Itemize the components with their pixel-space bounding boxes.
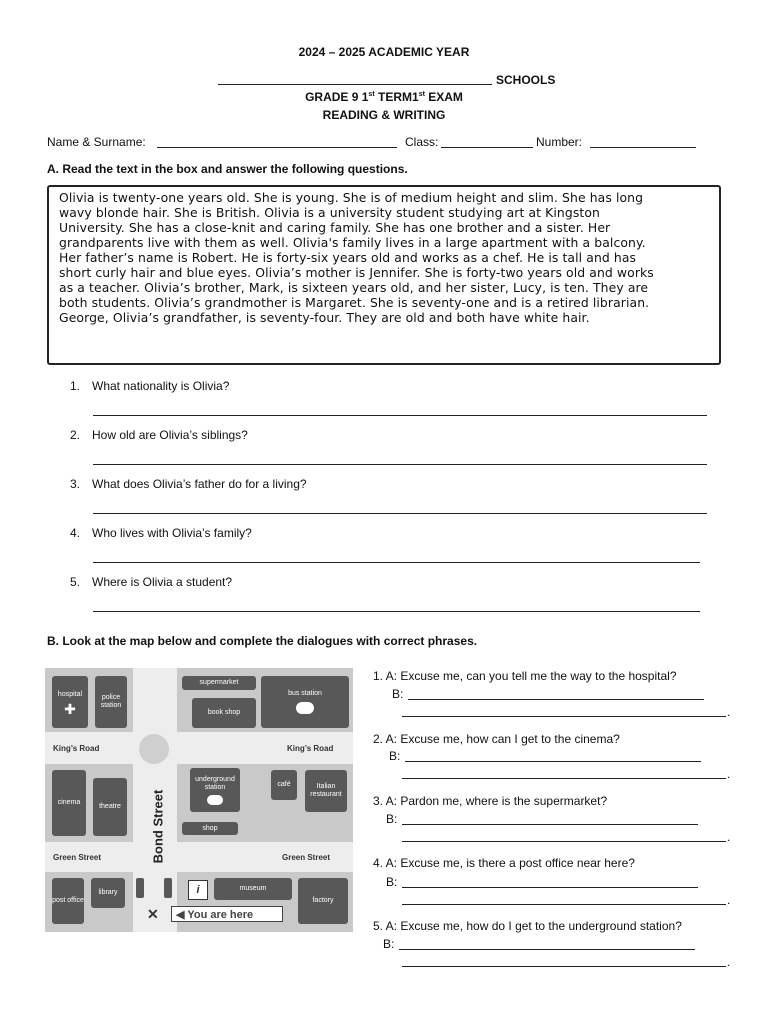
question-text: What nationality is Olivia? <box>92 379 230 393</box>
supermarket-label: supermarket <box>199 679 239 686</box>
dialogue-2-answer-line-2[interactable] <box>402 778 726 779</box>
italian-restaurant-label: Italian restaurant <box>310 783 342 798</box>
passage-line: as a teacher. Olivia’s brother, Mark, is sixteen years old, and her sister, Lucy, is ten. They are <box>59 280 649 295</box>
factory-label: factory <box>312 897 334 904</box>
factory-block[interactable] <box>298 878 348 924</box>
museum-label: museum <box>239 885 267 892</box>
library-block[interactable] <box>91 878 125 908</box>
info-icon: i <box>188 880 208 900</box>
dialogue-3-answer-line-2[interactable] <box>402 841 726 842</box>
shop-block[interactable] <box>182 822 238 835</box>
passage-line: grandparents live with them as well. Olivia's family lives in a large apartment with a balcony. <box>59 235 646 250</box>
green-street-label-left: Green Street <box>53 853 102 862</box>
dialogue-4-period: . <box>727 893 731 907</box>
grade-title <box>0 90 768 104</box>
bookshop-block[interactable] <box>192 698 256 728</box>
section-b-title: B. Look at the map below and complete the dialogues with correct phrases. <box>47 634 478 648</box>
answer-line-2[interactable] <box>93 464 707 465</box>
question-1 <box>70 379 229 393</box>
dialogue-4-answer-line-2[interactable] <box>402 904 726 905</box>
arrow-left-icon: ◀ <box>176 909 185 921</box>
number-field[interactable] <box>590 147 696 148</box>
dialogue-2-question: 2. A: Excuse me, how can I get to the cinema? <box>373 732 620 746</box>
number-label: Number: <box>536 135 583 149</box>
police-label: police station <box>100 694 122 709</box>
you-are-here-sign <box>171 906 283 922</box>
bond-street-label-wrap <box>149 780 167 872</box>
museum-block[interactable] <box>214 878 292 900</box>
passage-line: University. She has a close-knit and caring family. She has one brother and a sister. Her <box>59 220 611 235</box>
dialogue-2-answer-line-1[interactable] <box>405 761 701 762</box>
question-number: 4. <box>70 526 81 540</box>
question-4 <box>70 526 252 540</box>
question-number: 2. <box>70 428 81 442</box>
green-street-label-right: Green Street <box>282 853 331 862</box>
name-label: Name & Surname: <box>47 135 146 149</box>
question-number: 3. <box>70 477 81 491</box>
hospital-block[interactable] <box>52 676 88 728</box>
school-name-line[interactable] <box>218 84 492 85</box>
dialogue-3-question: 3. A: Pardon me, where is the supermarket? <box>373 794 608 808</box>
hospital-label: hospital <box>57 691 83 698</box>
passage-line: Olivia is twenty-one years old. She is young. She is of medium height and slim. She has long <box>59 190 644 205</box>
dialogue-1-answer-line-1[interactable] <box>408 699 704 700</box>
x-mark-icon: ✕ <box>147 906 159 922</box>
dialogue-5-answer-line-1[interactable] <box>399 949 695 950</box>
hospital-cross-icon: ✚ <box>64 701 76 717</box>
bond-street-label: Bond Street <box>150 789 166 863</box>
grade-sup2: st <box>418 91 425 98</box>
grade-suffix: EXAM <box>424 90 463 104</box>
question-text: Who lives with Olivia’s family? <box>92 526 252 540</box>
academic-year: 2024 – 2025 ACADEMIC YEAR <box>298 45 470 59</box>
dialogue-5-answer-line-2[interactable] <box>402 966 726 967</box>
answer-line-5[interactable] <box>93 611 700 612</box>
dialogue-2-b-label: B: <box>389 749 401 763</box>
class-field[interactable] <box>441 147 533 148</box>
underground-block[interactable] <box>190 768 240 812</box>
post-office-label: post office <box>52 897 84 904</box>
name-field[interactable] <box>157 147 397 148</box>
question-3 <box>70 477 307 491</box>
dialogue-4-question: 4. A: Excuse me, is there a post office near here? <box>373 856 635 870</box>
section-a-title: A. Read the text in the box and answer the following questions. <box>47 162 408 176</box>
dialogue-3-b-label: B: <box>386 812 398 826</box>
theatre-label: theatre <box>99 803 121 810</box>
passage-line: both students. Olivia’s grandmother is Margaret. She is seventy-one and is a retired librarian. <box>59 295 650 310</box>
dialogue-1-question: 1. A: Excuse me, can you tell me the way to the hospital? <box>373 669 677 683</box>
dialogue-1-answer-line-2[interactable] <box>402 716 726 717</box>
traffic-light-icon <box>136 878 144 898</box>
bus-station-block[interactable] <box>261 676 349 728</box>
question-number: 1. <box>70 379 81 393</box>
supermarket-block[interactable] <box>182 676 256 690</box>
question-text: Where is Olivia a student? <box>92 575 233 589</box>
cafe-label: café <box>277 781 291 788</box>
class-label: Class: <box>405 135 439 149</box>
underground-icon <box>207 795 223 805</box>
cafe-block[interactable] <box>271 770 297 800</box>
dialogue-3-answer-line-1[interactable] <box>402 824 698 825</box>
town-map <box>45 668 353 932</box>
dialogue-1-period: . <box>727 705 731 719</box>
passage-line: Her father’s name is Robert. He is forty-six years old and works as a chef. He is tall and has <box>59 250 637 265</box>
bus-station-label: bus station <box>288 690 322 697</box>
answer-line-4[interactable] <box>93 562 700 563</box>
kings-road-label-right: King’s Road <box>287 744 334 753</box>
reading-passage <box>59 190 705 325</box>
shop-label: shop <box>202 824 218 832</box>
question-number: 5. <box>70 575 81 589</box>
cinema-label: cinema <box>57 799 81 806</box>
police-block[interactable] <box>95 676 127 728</box>
question-text: What does Olivia’s father do for a living? <box>92 477 307 491</box>
italian-restaurant-block[interactable] <box>305 770 347 812</box>
passage-line: George, Olivia’s grandfather, is seventy-four. They are old and both have white hair. <box>59 310 590 325</box>
post-office-block[interactable] <box>52 878 84 924</box>
grade-prefix: GRADE 9 1 <box>305 90 369 104</box>
dialogue-5-period: . <box>727 955 731 969</box>
bus-station-icon <box>296 702 314 714</box>
bookshop-label: book shop <box>207 709 241 716</box>
dialogue-5-question: 5. A: Excuse me, how do I get to the underground station? <box>373 919 682 933</box>
question-text: How old are Olivia’s siblings? <box>92 428 248 442</box>
dialogue-4-answer-line-1[interactable] <box>402 887 698 888</box>
dialogue-5-b-label: B: <box>383 937 395 951</box>
traffic-light-icon <box>164 878 172 898</box>
answer-line-3[interactable] <box>93 513 707 514</box>
theatre-block[interactable] <box>93 778 127 836</box>
roundabout <box>139 734 169 764</box>
passage-line: short curly hair and blue eyes. Olivia’s mother is Jennifer. She is forty-two years old and works <box>59 265 654 280</box>
grade-sup1: st <box>368 91 375 98</box>
dialogue-4-b-label: B: <box>386 875 398 889</box>
underground-label: underground station <box>195 775 235 791</box>
answer-line-1[interactable] <box>93 415 707 416</box>
dialogue-1-b-label: B: <box>392 687 404 701</box>
dialogue-3-period: . <box>727 830 731 844</box>
dialogue-2-period: . <box>727 767 731 781</box>
schools-label: SCHOOLS <box>496 73 556 87</box>
passage-line: wavy blonde hair. She is British. Olivia is a university student studying art at Kingston <box>59 205 600 220</box>
kings-road-label-left: King’s Road <box>53 744 100 753</box>
library-label: library <box>98 889 118 896</box>
subject-title: READING & WRITING <box>322 108 446 122</box>
question-5 <box>70 575 232 589</box>
cinema-block[interactable] <box>52 770 86 836</box>
question-2 <box>70 428 248 442</box>
grade-mid: TERM1 <box>374 90 419 104</box>
you-are-here-label: You are here <box>187 909 254 921</box>
